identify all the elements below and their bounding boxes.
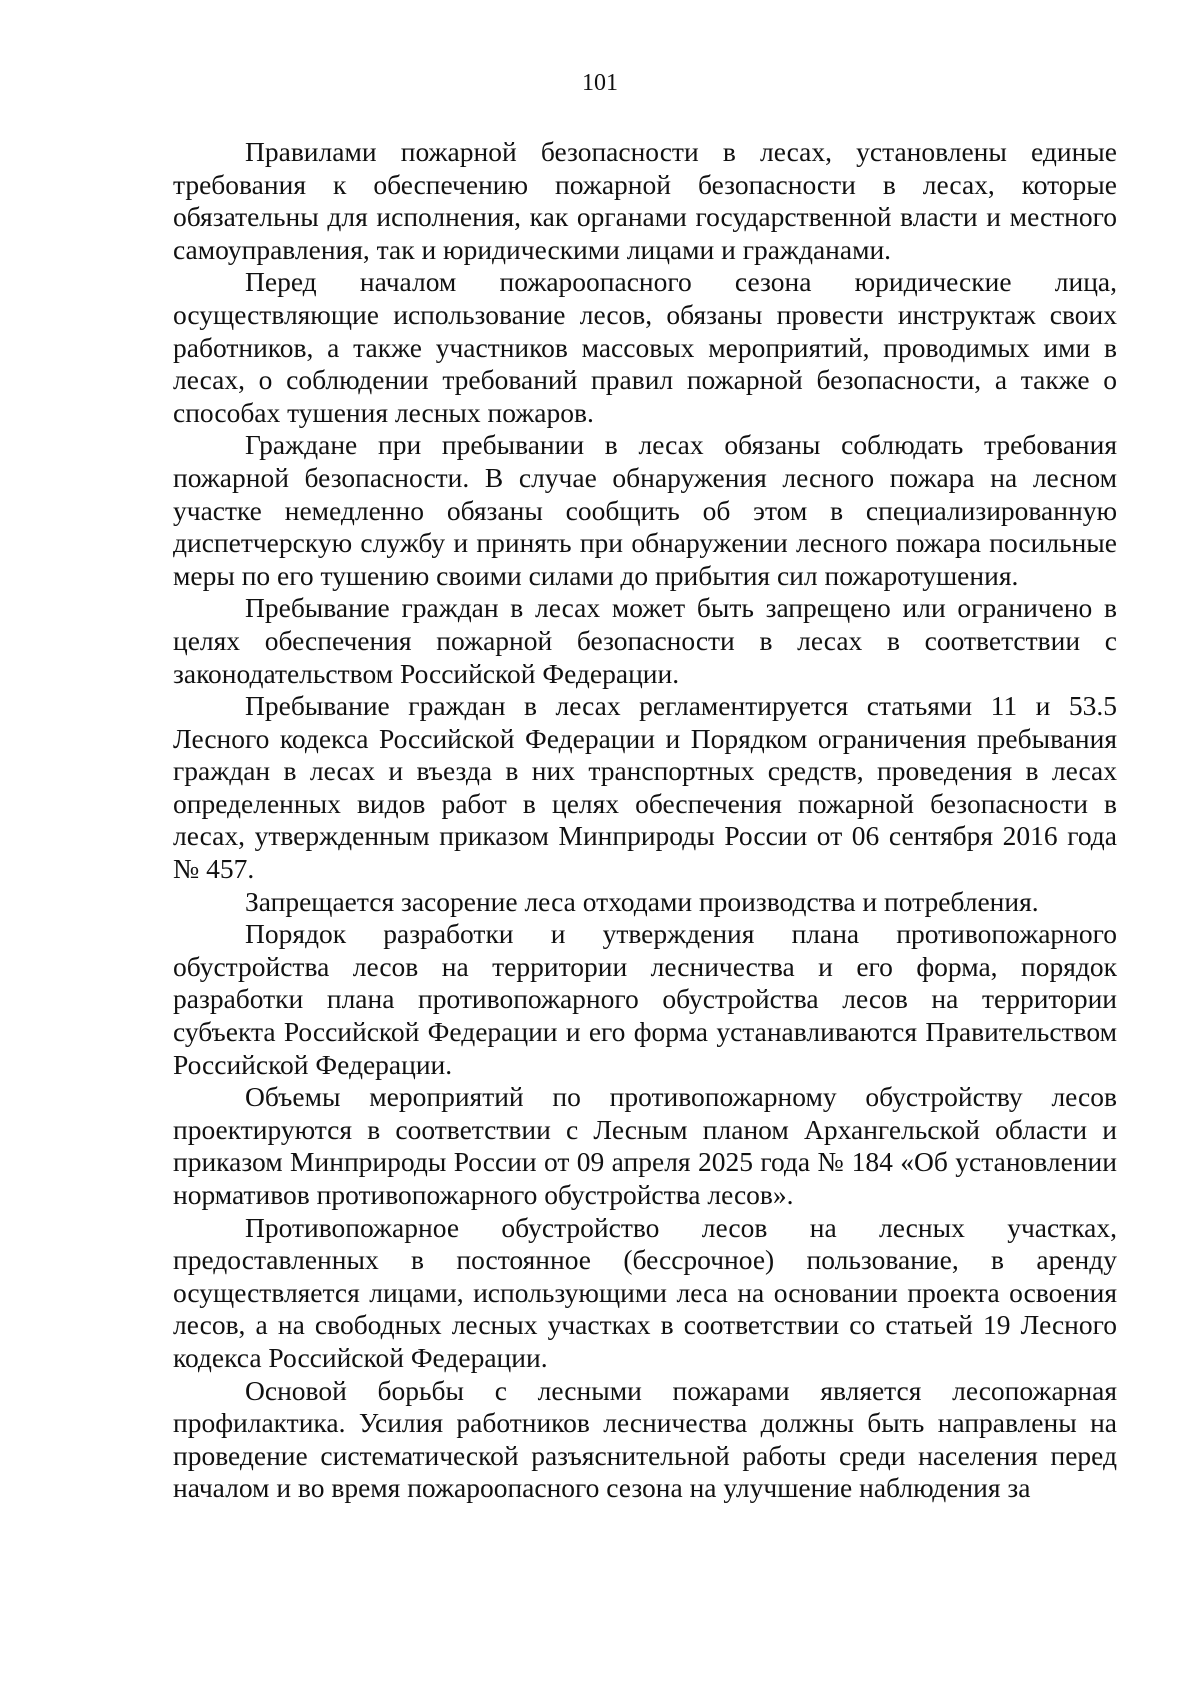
paragraph-measures-volume: Объемы мероприятий по противопожарному обустройству лесов проектируются в соответствии с Лесным планом Архангельской области и приказом Минприроды России от 09 апреля 2025 года № 184 «Об установлении нормативов противопожарного обустройства лесов».: [173, 1081, 1117, 1210]
page-number: 101: [582, 70, 618, 96]
paragraph-littering-prohibited: Запрещается засорение леса отходами производства и потребления.: [245, 885, 1039, 917]
paragraph-plan-development: Порядок разработки и утверждения плана противопожарного обустройства лесов на территории лесничества и его форма, порядок разработки плана противопожарного обустройства лесов на территории субъекта Российской Федерации и его форма устанавливаются Правительством Российской Федерации.: [173, 918, 1117, 1080]
paragraph-stay-regulation: Пребывание граждан в лесах регламентируется статьями 11 и 53.5 Лесного кодекса Российской Федерации и Порядком ограничения пребывания граждан в лесах и въезда в них транспортных средств, проведения в лесах определенных видов работ в целях обеспечения пожарной безопасности в лесах, утвержденным приказом Минприроды России от 06 сентября 2016 года № 457.: [173, 690, 1117, 885]
paragraph-fire-safety-rules: Правилами пожарной безопасности в лесах, установлены единые требования к обеспечению пожарной безопасности в лесах, которые обязательны для исполнения, как органами государственной власти и местного самоуправления, так и юридическими лицами и гражданами.: [173, 136, 1117, 265]
paragraph-fire-prevention-basis: Основой борьбы с лесными пожарами является лесопожарная профилактика. Усилия работников лесничества должны быть направлены на проведение систематической разъяснительной работы среди населения перед началом и во время пожароопасного сезона на улучшение наблюдения за: [173, 1374, 1117, 1504]
paragraph-arrangement-on-plots: Противопожарное обустройство лесов на лесных участках, предоставленных в постоянное (бессрочное) пользование, в аренду осуществляется лицами, использующими леса на основании проекта освоения лесов, а на свободных лесных участках в соответствии со статьей 19 Лесного кодекса Российской Федерации.: [173, 1211, 1117, 1373]
document-body: [173, 136, 1117, 1505]
paragraph-citizens-obligations: Граждане при пребывании в лесах обязаны соблюдать требования пожарной безопасности. В случае обнаружения лесного пожара на лесном участке немедленно обязаны сообщить об этом в специализированную диспетчерскую службу и принять при обнаружении лесного пожара посильные меры по его тушению своими силами до прибытия сил пожаротушения.: [173, 429, 1117, 591]
paragraph-briefing-before-season: Перед началом пожароопасного сезона юридические лица, осуществляющие использование лесов, обязаны провести инструктаж своих работников, а также участников массовых мероприятий, проводимых ими в лесах, о соблюдении требований правил пожарной безопасности, а также о способах тушения лесных пожаров.: [173, 266, 1117, 428]
paragraph-stay-restriction: Пребывание граждан в лесах может быть запрещено или ограничено в целях обеспечения пожарной безопасности в лесах в соответствии с законодательством Российской Федерации.: [173, 592, 1117, 689]
